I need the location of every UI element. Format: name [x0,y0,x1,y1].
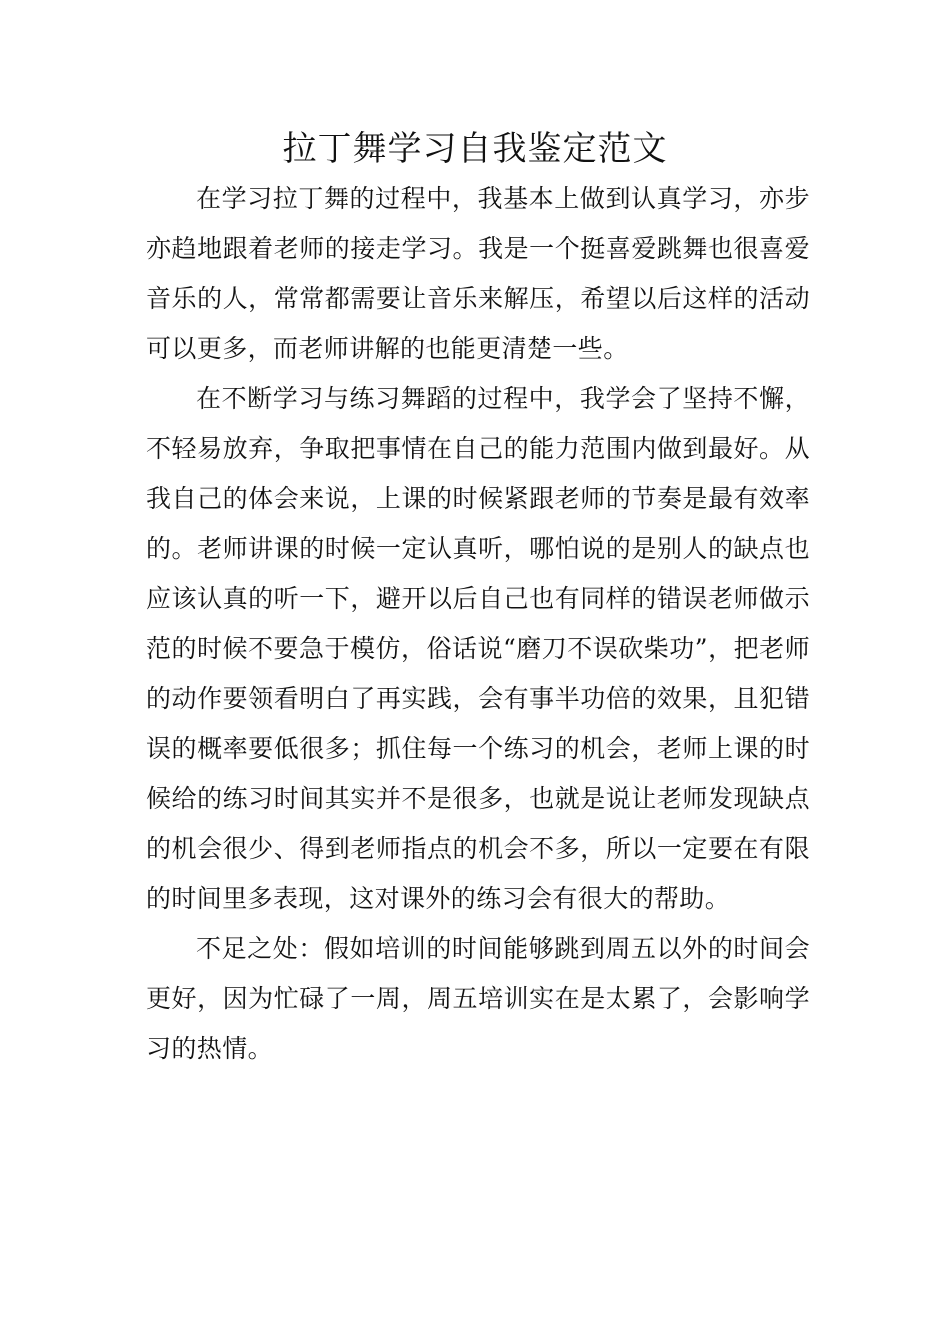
paragraph-2: 在不断学习与练习舞蹈的过程中，我学会了坚持不懈，不轻易放弃，争取把事情在自己的能力范围内做到最好。从我自己的体会来说，上课的时候紧跟老师的节奏是最有效率的。老师讲课的时候一定认真听，哪怕说的是别人的缺点也应该认真的听一下，避开以后自己也有同样的错误老师做示范的时候不要急于模仿，俗话说“磨刀不误砍柴功”，把老师的动作要领看明白了再实践，会有事半功倍的效果，且犯错误的概率要低很多；抓住每一个练习的机会，老师上课的时候给的练习时间其实并不是很多，也就是说让老师发现缺点的机会很少、得到老师指点的机会不多，所以一定要在有限的时间里多表现，这对课外的练习会有很大的帮助。 [146,384,810,913]
paragraph-3: 不足之处：假如培训的时间能够跳到周五以外的时间会更好，因为忙碌了一周，周五培训实在是太累了，会影响学习的热情。 [146,934,810,1063]
document-body [146,174,810,1074]
document-title: 拉丁舞学习自我鉴定范文 [282,129,668,169]
paragraph-1: 在学习拉丁舞的过程中，我基本上做到认真学习，亦步亦趋地跟着老师的接走学习。我是一个挺喜爱跳舞也很喜爱音乐的人，常常都需要让音乐来解压，希望以后这样的活动可以更多，而老师讲解的也能更清楚一些。 [146,184,810,363]
